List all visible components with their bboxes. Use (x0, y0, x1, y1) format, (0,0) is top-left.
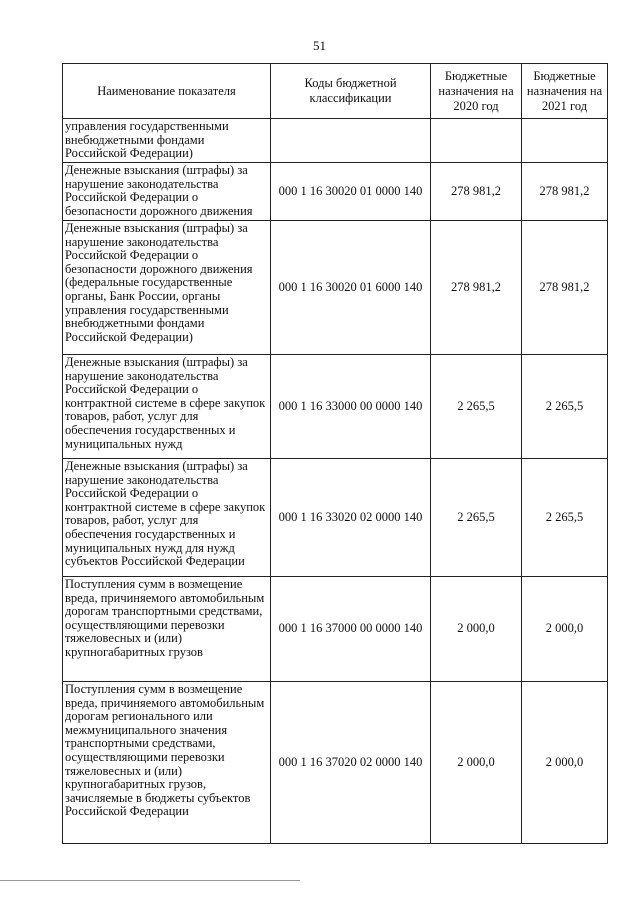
row-name: Поступления сумм в возмещение вреда, причиняемого автомобильным дорогам транспортными средствами, осуществляющими перевозки тяжеловесных и (или) крупногабаритных грузов (63, 577, 271, 682)
row-code: 000 1 16 33020 02 0000 140 (271, 459, 431, 577)
row-name: Денежные взыскания (штрафы) за нарушение законодательства Российской Федерации о безопасности дорожного движения (федеральные государственные органы, Банк России, органы управления государственными внебюджетными фондами Российской Федерации) (63, 221, 271, 355)
header-2020: Бюджетные назначения на 2020 год (431, 64, 522, 119)
row-2020: 2 000,0 (431, 682, 522, 844)
table-header-row (63, 64, 608, 119)
row-name: управления государственными внебюджетными фондами Российской Федерации) (63, 119, 271, 163)
row-2020: 2 265,5 (431, 459, 522, 577)
row-code: 000 1 16 37020 02 0000 140 (271, 682, 431, 844)
table-row (63, 459, 608, 577)
row-code: 000 1 16 37000 00 0000 140 (271, 577, 431, 682)
table-row (63, 355, 608, 459)
row-2021: 2 000,0 (522, 577, 608, 682)
row-code: 000 1 16 33000 00 0000 140 (271, 355, 431, 459)
row-2020: 2 265,5 (431, 355, 522, 459)
page-number: 51 (313, 38, 326, 53)
budget-table (62, 63, 608, 844)
row-2021: 278 981,2 (522, 163, 608, 221)
row-name: Поступления сумм в возмещение вреда, причиняемого автомобильным дорогам регионального или межмуниципального значения транспортными средствами, осуществляющими перевозки тяжеловесных и (или) крупногабаритных грузов, зачисляемые в бюджеты субъектов Российской Федерации (63, 682, 271, 844)
table-row (63, 119, 608, 163)
row-name: Денежные взыскания (штрафы) за нарушение законодательства Российской Федерации о контрактной системе в сфере закупок товаров, работ, услуг для обеспечения государственных и муниципальных нужд (63, 355, 271, 459)
table-row (63, 682, 608, 844)
row-2021: 278 981,2 (522, 221, 608, 355)
row-2020: 278 981,2 (431, 163, 522, 221)
row-code: 000 1 16 30020 01 6000 140 (271, 221, 431, 355)
row-2020 (431, 119, 522, 163)
row-2021: 2 265,5 (522, 355, 608, 459)
table-row (63, 163, 608, 221)
row-2020: 2 000,0 (431, 577, 522, 682)
row-2021 (522, 119, 608, 163)
row-2020: 278 981,2 (431, 221, 522, 355)
row-name: Денежные взыскания (штрафы) за нарушение законодательства Российской Федерации о контрактной системе в сфере закупок товаров, работ, услуг для обеспечения государственных и муниципальных нужд для нужд субъектов Российской Федерации (63, 459, 271, 577)
row-name: Денежные взыскания (штрафы) за нарушение законодательства Российской Федерации о безопасности дорожного движения (63, 163, 271, 221)
row-code (271, 119, 431, 163)
row-code: 000 1 16 30020 01 0000 140 (271, 163, 431, 221)
table-row (63, 221, 608, 355)
header-2021: Бюджетные назначения на 2021 год (522, 64, 608, 119)
row-2021: 2 265,5 (522, 459, 608, 577)
row-2021: 2 000,0 (522, 682, 608, 844)
header-code: Коды бюджетной классификации (271, 64, 431, 119)
header-name: Наименование показателя (63, 64, 271, 119)
footer-rule (0, 880, 300, 881)
table-row (63, 577, 608, 682)
